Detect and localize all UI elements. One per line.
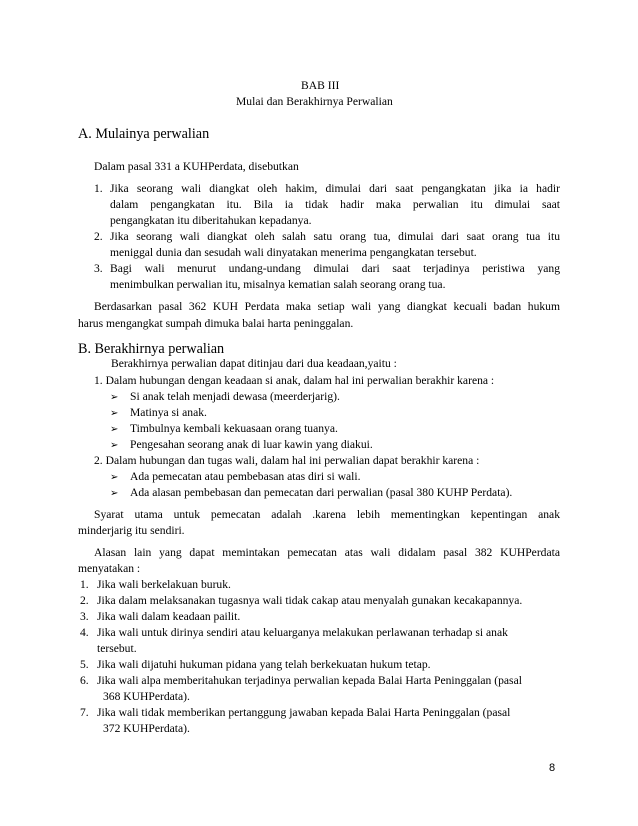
list-item-line: Jika wali dijatuhi hukuman pidana yang telah berkekuatan hukum tetap. xyxy=(97,658,431,671)
arrow-bullet-icon: ➢ xyxy=(110,488,119,499)
list-item-line: Jika wali tidak memberikan pertanggung jawaban kepada Balai Harta Peninggalan (pasal xyxy=(97,706,511,719)
list-item-line: Jika wali untuk dirinya sendiri atau keluarganya melakukan perlawanan terhadap si anak xyxy=(97,626,508,639)
arrow-bullet-icon: ➢ xyxy=(110,424,119,435)
bullet-text: Si anak telah menjadi dewasa (meerderjarig). xyxy=(130,390,340,403)
list-number: 5. xyxy=(80,658,89,671)
arrow-bullet-icon: ➢ xyxy=(110,392,119,403)
list-number: 2. xyxy=(80,594,89,607)
paragraph-line: Berdasarkan pasal 362 KUH Perdata maka setiap wali yang diangkat kecuali badan hukum xyxy=(94,300,560,313)
paragraph-line: Alasan lain yang dapat memintakan pemecatan atas wali didalam pasal 382 KUHPerdata xyxy=(94,546,560,559)
list-item-line: dalam pengangkatan itu. Bila ia tidak hadir maka perwalian itu dimulai saat xyxy=(110,198,560,211)
list-item-line: Jika wali berkelakuan buruk. xyxy=(97,578,231,591)
arrow-bullet-icon: ➢ xyxy=(110,408,119,419)
point-1: 1. Dalam hubungan dengan keadaan si anak, dalam hal ini perwalian berakhir karena : xyxy=(94,374,495,387)
chapter-label: BAB III xyxy=(301,79,340,92)
list-number: 2. xyxy=(94,230,103,243)
bullet-item xyxy=(110,486,512,501)
arrow-bullet-icon: ➢ xyxy=(110,440,119,451)
paragraph-line: Syarat utama untuk pemecatan adalah .karena lebih mementingkan kepentingan anak xyxy=(94,508,560,521)
list-number: 1. xyxy=(94,182,103,195)
bullet-text: Ada alasan pembebasan dan pemecatan dari perwalian (pasal 380 KUHP Perdata). xyxy=(130,486,513,499)
list-item-line: Jika dalam melaksanakan tugasnya wali tidak cakap atau menyalah gunakan kecakapannya. xyxy=(97,594,523,607)
list-item-line: 372 KUHPerdata). xyxy=(103,722,190,735)
bullet-item xyxy=(110,470,361,485)
list-number: 3. xyxy=(94,262,103,275)
list-number: 3. xyxy=(80,610,89,623)
paragraph-line: menyatakan : xyxy=(78,562,141,575)
page-number: 8 xyxy=(549,762,556,774)
bullet-item xyxy=(110,438,373,453)
list-number: 1. xyxy=(80,578,89,591)
bullet-text: Pengesahan seorang anak di luar kawin yang diakui. xyxy=(130,438,373,451)
arrow-bullet-icon: ➢ xyxy=(110,472,119,483)
section-a-heading: A. Mulainya perwalian xyxy=(78,126,210,142)
list-item-line: Jika wali dalam keadaan pailit. xyxy=(97,610,241,623)
list-number: 4. xyxy=(80,626,89,639)
list-item-line: tersebut. xyxy=(97,642,137,655)
bullet-item xyxy=(110,422,338,437)
list-item-line: meniggal dunia dan sesudah wali dinyatakan menerima pengangkatan tersebut. xyxy=(110,246,477,259)
list-item-line: Jika seorang wali diangkat oleh hakim, dimulai dari saat pengangkatan jika ia hadir xyxy=(110,182,560,195)
section-b-heading: B. Berakhirnya perwalian xyxy=(78,341,225,357)
list-item-line: Jika wali alpa memberitahukan terjadinya perwalian kepada Balai Harta Peninggalan (pasal xyxy=(97,674,522,687)
bullet-text: Matinya si anak. xyxy=(130,406,207,419)
list-number: 7. xyxy=(80,706,89,719)
paragraph-line: minderjarig itu sendiri. xyxy=(78,524,185,537)
list-item-line: Bagi wali menurut undang-undang dimulai dari saat terjadinya peristiwa yang xyxy=(110,262,560,275)
chapter-title: Mulai dan Berakhirnya Perwalian xyxy=(236,95,393,108)
list-number: 6. xyxy=(80,674,89,687)
bullet-text: Ada pemecatan atau pembebasan atas diri si wali. xyxy=(130,470,361,483)
list-item-line: Jika seorang wali diangkat oleh salah satu orang tua, dimulai dari saat orang tua itu xyxy=(110,230,560,243)
bullet-text: Timbulnya kembali kekuasaan orang tuanya. xyxy=(130,422,338,435)
section-a-intro: Dalam pasal 331 a KUHPerdata, disebutkan xyxy=(94,160,299,173)
bullet-item xyxy=(110,406,207,421)
list-item-line: menimbulkan perwalian itu, misalnya kematian salah seorang orang tua. xyxy=(110,278,446,291)
bullet-item xyxy=(110,390,340,405)
point-2: 2. Dalam hubungan dan tugas wali, dalam hal ini perwalian dapat berakhir karena : xyxy=(94,454,480,467)
list-item-line: pengangkatan itu diberitahukan kepadanya. xyxy=(110,214,312,227)
list-item-line: 368 KUHPerdata). xyxy=(103,690,190,703)
section-b-intro: Berakhirnya perwalian dapat ditinjau dari dua keadaan,yaitu : xyxy=(111,357,397,370)
paragraph-line: harus mengangkat sumpah dimuka balai harta peninggalan. xyxy=(78,317,354,330)
